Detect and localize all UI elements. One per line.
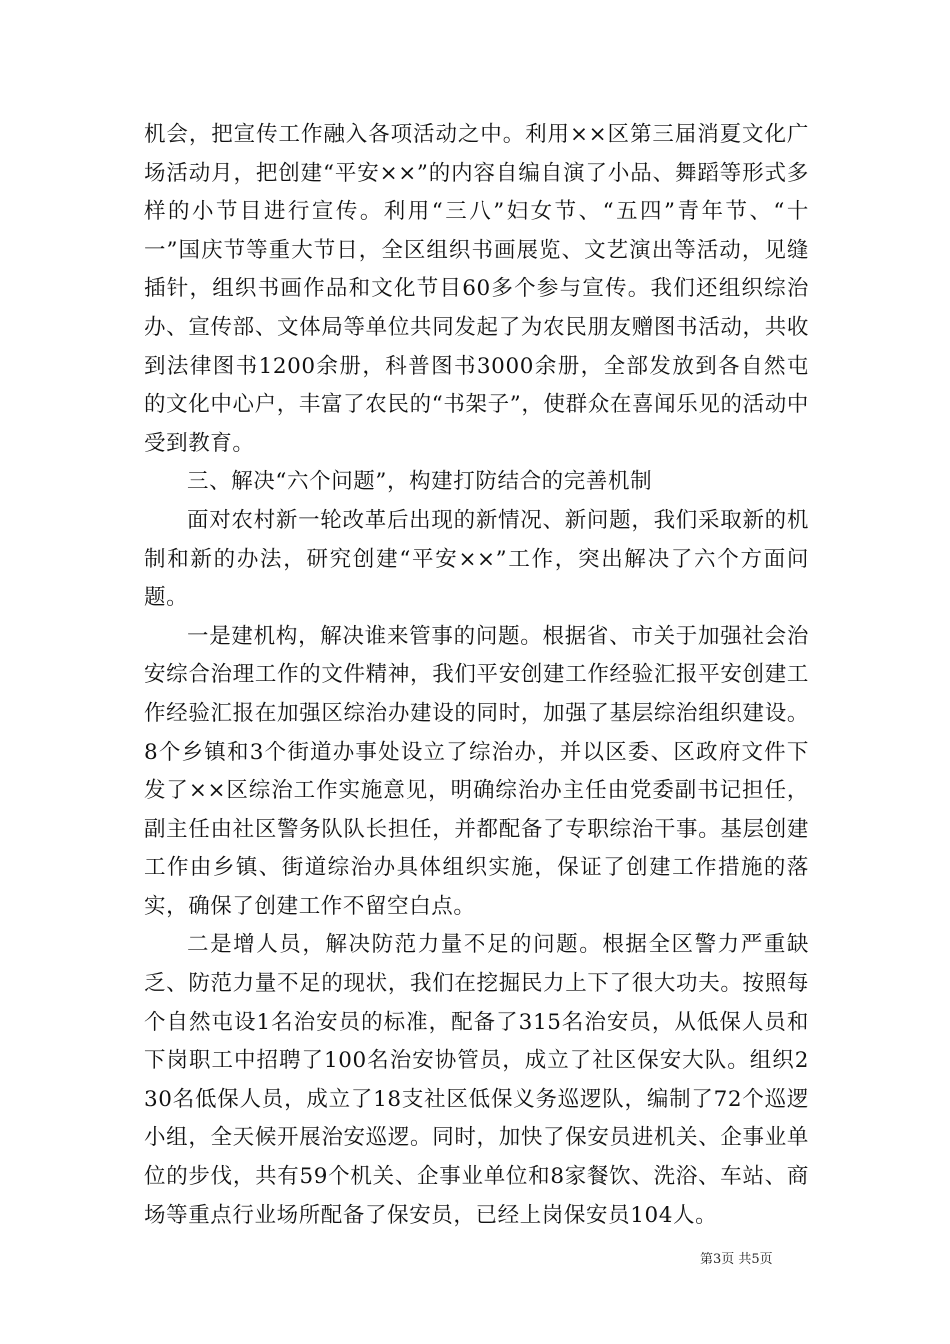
section-heading: 三、解决“六个问题”，构建打防结合的完善机制 bbox=[187, 469, 653, 495]
paragraph-continuation: 机会，把宣传工作融入各项活动之中。利用××区第三届消夏文化广场活动月，把创建“平安××”的内容自编自演了小品、舞蹈等形式多样的小节目进行宣传。利用“三八”妇女节、“五四”青年节、“十一”国庆节等重大节日，全区组织书画展览、文艺演出等活动，见缝插针，组织书画作品和文化节目60多个参与宣传。我们还组织综治办、宣传部、文体局等单位共同发起了为农民朋友赠图书活动，共收到法律图书1200余册，科普图书3000余册，全部发放到各自然屯的文化中心户，丰富了农民的“书架子”，使群众在喜闻乐见的活动中受到教育。 bbox=[144, 122, 809, 456]
paragraph-intro: 面对农村新一轮改革后出现的新情况、新问题，我们采取新的机制和新的办法，研究创建“平安××”工作，突出解决了六个方面问题。 bbox=[144, 507, 809, 611]
paragraph-point-one: 一是建机构，解决谁来管事的问题。根据省、市关于加强社会治安综合治理工作的文件精神，我们平安创建工作经验汇报平安创建工作经验汇报在加强区综治办建设的同时，加强了基层综治组织建设。8个乡镇和3个街道办事处设立了综治办，并以区委、区政府文件下发了××区综治工作实施意见，明确综治办主任由党委副书记担任，副主任由社区警务队队长担任，并都配备了专职综治干事。基层创建工作由乡镇、街道综治办具体组织实施，保证了创建工作措施的落实，确保了创建工作不留空白点。 bbox=[144, 623, 809, 919]
page-footer bbox=[700, 1248, 860, 1267]
page-number: 第3页 共5页 bbox=[700, 1252, 773, 1267]
paragraph-point-two: 二是增人员，解决防范力量不足的问题。根据全区警力严重缺乏、防范力量不足的现状，我们在挖掘民力上下了很大功夫。按照每个自然屯设1名治安员的标准，配备了315名治安员，从低保人员和下岗职工中招聘了100名治安协管员，成立了社区保安大队。组织230名低保人员，成立了18支社区低保义务巡逻队，编制了72个巡逻小组，全天候开展治安巡逻。同时，加快了保安员进机关、企事业单位的步伐，共有59个机关、企事业单位和8家餐饮、洗浴、车站、商场等重点行业场所配备了保安员，已经上岗保安员104人。 bbox=[144, 932, 809, 1228]
document-body bbox=[144, 116, 809, 1235]
